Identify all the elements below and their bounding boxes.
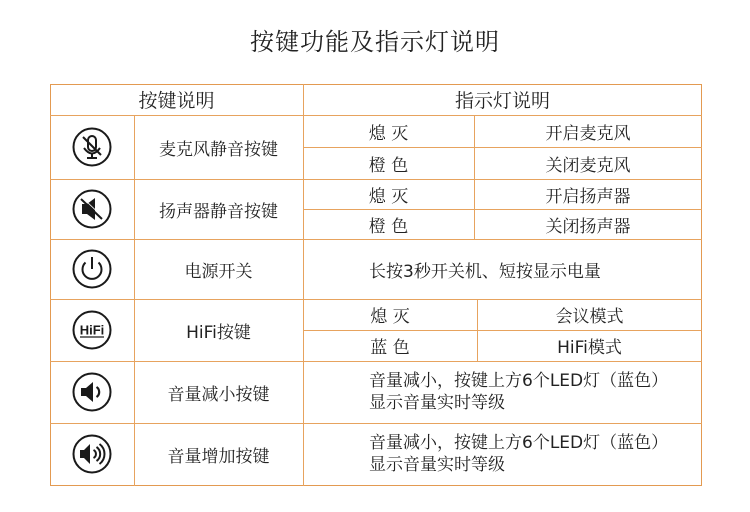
- key-name: HiFi按键: [186, 322, 251, 343]
- description-line: 音量减小，按键上方6个LED灯（蓝色）: [369, 371, 669, 391]
- light-meaning: 开启麦克风: [545, 123, 631, 144]
- key-name: 电源开关: [184, 261, 253, 282]
- light-meaning: 开启扬声器: [545, 186, 631, 207]
- header-key-description: 按键说明: [138, 90, 215, 112]
- light-meaning: 会议模式: [555, 307, 624, 327]
- light-state: 橙 色: [368, 155, 409, 176]
- indicator-description: 长按3秒开关机、短按显示电量: [369, 261, 601, 282]
- key-name: 麦克风静音按键: [159, 139, 278, 160]
- description-line: 音量减小，按键上方6个LED灯（蓝色）: [369, 433, 669, 453]
- indicator-description: [303, 361, 702, 423]
- key-name: 音量减小按键: [167, 384, 270, 405]
- volume-up-icon: [71, 433, 113, 475]
- key-function-table: [50, 84, 702, 486]
- speaker-mute-icon: [71, 188, 113, 230]
- key-name: 扬声器静音按键: [159, 201, 278, 222]
- light-state: 蓝 色: [370, 338, 410, 358]
- volume-down-icon: [71, 371, 113, 413]
- light-state: 熄 灭: [368, 186, 409, 207]
- hifi-icon: [71, 309, 113, 351]
- light-state: 橙 色: [368, 216, 409, 237]
- description-line: 显示音量实时等级: [369, 393, 505, 413]
- key-name: 音量增加按键: [167, 446, 270, 467]
- light-meaning: HiFi模式: [557, 338, 622, 358]
- header-indicator-description: 指示灯说明: [454, 90, 550, 112]
- page-title: 按键功能及指示灯说明: [250, 28, 500, 56]
- light-state: 熄 灭: [368, 123, 409, 144]
- indicator-description: [303, 423, 702, 485]
- power-icon: [71, 248, 113, 290]
- light-meaning: 关闭扬声器: [545, 216, 631, 237]
- svg-text:HiFi: HiFi: [79, 322, 105, 338]
- mic-mute-icon: [71, 126, 113, 168]
- light-meaning: 关闭麦克风: [545, 155, 631, 176]
- light-state: 熄 灭: [370, 307, 410, 327]
- description-line: 显示音量实时等级: [369, 455, 505, 475]
